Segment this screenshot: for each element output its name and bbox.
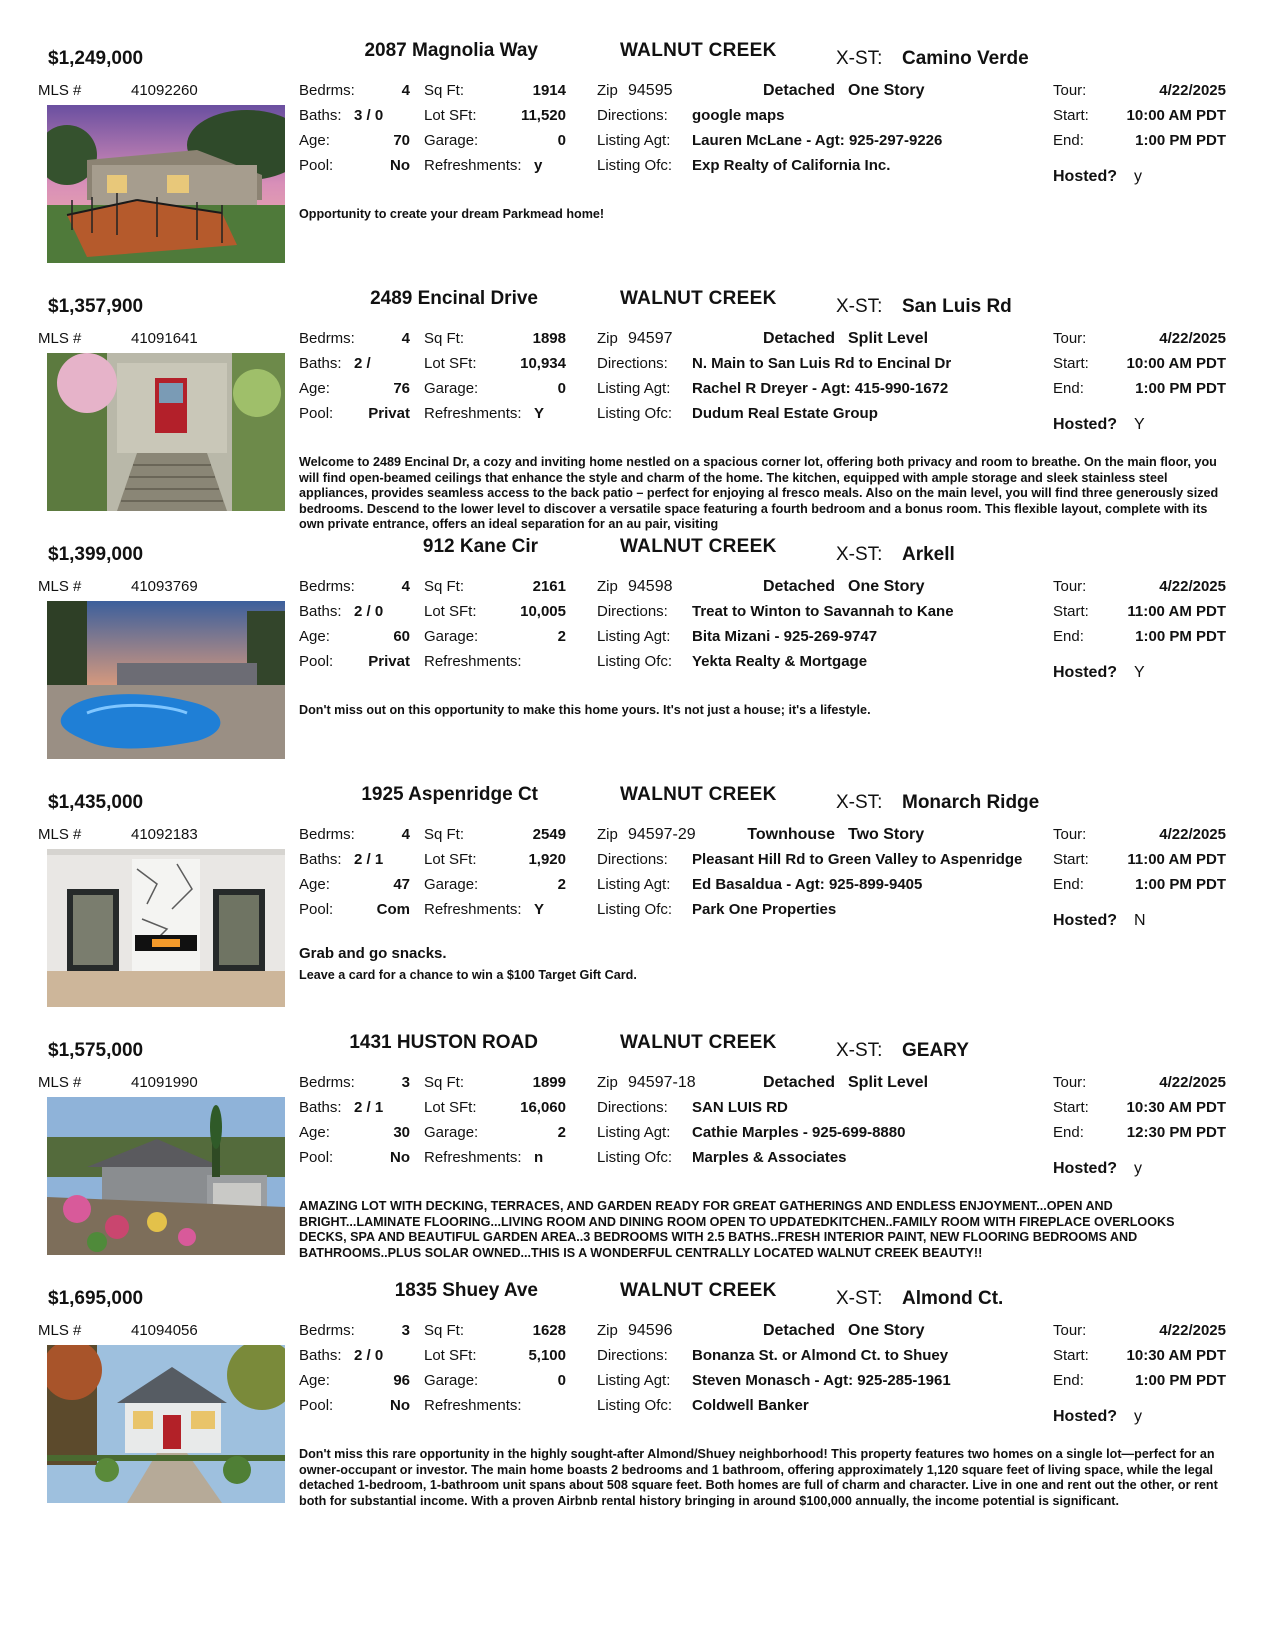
listing-price: $1,575,000 [48,1040,144,1061]
garage-label: Garage: [424,1124,479,1141]
remarks-text: Leave a card for a chance to win a $100 Target Gift Card. [299,968,637,982]
hosted-value: y [1134,1408,1142,1425]
lotsft-label: Lot SFt: [424,603,477,620]
directions-value: Treat to Winton to Savannah to Kane [692,603,954,620]
baths-label: Baths: [299,603,342,620]
refreshments-label: Refreshments: [424,901,522,918]
listing-office-label: Listing Ofc: [597,1149,673,1166]
end-label: End: [1053,628,1084,645]
pool-value: No [390,1149,410,1166]
mls-number[interactable]: 41092183 [131,826,198,843]
tour-label: Tour: [1053,330,1087,347]
garage-value: 2 [557,628,566,645]
end-label: End: [1053,876,1084,893]
mls-number[interactable]: 41093769 [131,578,198,595]
listing-photo[interactable] [47,601,285,759]
bedrms-label: Bedrms: [299,330,355,347]
listing-card [0,782,1275,1044]
listing-agent-label: Listing Agt: [597,628,671,645]
start-time: 10:00 AM PDT [1126,107,1226,124]
directions-label: Directions: [597,107,668,124]
listing-office: Yekta Realty & Mortgage [692,653,868,670]
lotsft-label: Lot SFt: [424,1099,477,1116]
refreshments-label: Refreshments: [424,157,522,174]
refreshments-label: Refreshments: [424,1149,522,1166]
listing-agent-label: Listing Agt: [597,1124,671,1141]
garage-label: Garage: [424,132,479,149]
baths-value: 2 / 0 [354,1347,384,1364]
sqft-value: 1899 [532,1074,566,1091]
property-style: Split Level [848,1074,929,1091]
listing-agent-label: Listing Agt: [597,380,671,397]
listing-office-label: Listing Ofc: [597,405,673,422]
listing-card [0,38,1275,300]
directions-label: Directions: [597,1099,668,1116]
cross-street: Almond Ct. [902,1288,1004,1309]
bedrms-value: 4 [401,330,410,347]
remarks-highlight: Grab and go snacks. [299,945,447,962]
directions-value: Bonanza St. or Almond Ct. to Shuey [692,1347,949,1364]
end-label: End: [1053,1372,1084,1389]
listing-remarks [299,703,1219,719]
listing-agent[interactable]: Bita Mizani - 925-269-9747 [692,628,878,645]
listing-price: $1,399,000 [48,544,144,565]
end-time: 1:00 PM PDT [1135,380,1226,397]
listing-office: Marples & Associates [692,1149,847,1166]
garage-label: Garage: [424,628,479,645]
listing-office: Coldwell Banker [692,1397,809,1414]
listing-photo[interactable] [47,849,285,1007]
age-label: Age: [299,628,330,645]
remarks-text: Don't miss out on this opportunity to make this home yours. It's not just a house; it's a lifestyle. [299,703,871,717]
baths-value: 2 / 0 [354,603,384,620]
property-style: One Story [848,578,925,595]
age-label: Age: [299,876,330,893]
pool-label: Pool: [299,901,334,918]
hosted-label: Hosted? [1053,912,1117,929]
refreshments-value: n [534,1149,544,1166]
mls-label: MLS # [38,578,82,595]
tour-date: 4/22/2025 [1159,330,1226,347]
bedrms-value: 3 [401,1074,410,1091]
zip-label: Zip [597,578,618,595]
hosted-value: N [1134,912,1146,929]
listing-price: $1,435,000 [48,792,144,813]
bedrms-label: Bedrms: [299,826,355,843]
listing-address[interactable]: 1431 HUSTON ROAD [349,1032,538,1053]
refreshments-value: y [534,157,543,174]
listing-agent-label: Listing Agt: [597,1372,671,1389]
property-style: One Story [848,1322,925,1339]
listing-city: WALNUT CREEK [620,40,777,61]
pool-value: Privat [368,653,410,670]
baths-value: 2 / 1 [354,1099,384,1116]
listing-office-label: Listing Ofc: [597,157,673,174]
baths-label: Baths: [299,107,342,124]
lotsft-value: 16,060 [520,1099,566,1116]
refreshments-label: Refreshments: [424,653,522,670]
property-type: Townhouse [747,826,835,843]
start-time: 11:00 AM PDT [1127,851,1226,868]
baths-label: Baths: [299,355,342,372]
lotsft-value: 11,520 [520,107,566,124]
tour-label: Tour: [1053,82,1087,99]
mls-number[interactable]: 41094056 [131,1322,198,1339]
tour-label: Tour: [1053,1322,1087,1339]
sqft-label: Sq Ft: [424,826,465,843]
listing-office: Park One Properties [692,901,837,918]
baths-label: Baths: [299,1099,342,1116]
lotsft-label: Lot SFt: [424,355,477,372]
start-label: Start: [1053,355,1089,372]
remarks-text: Opportunity to create your dream Parkmead home! [299,207,605,221]
listing-card [0,534,1275,796]
end-time: 1:00 PM PDT [1135,132,1226,149]
listing-remarks [299,455,1219,533]
hosted-label: Hosted? [1053,1160,1117,1177]
pool-label: Pool: [299,405,334,422]
zip-label: Zip [597,1322,618,1339]
mls-label: MLS # [38,330,82,347]
listing-remarks [299,1199,1219,1261]
pool-label: Pool: [299,653,334,670]
directions-value: Pleasant Hill Rd to Green Valley to Aspenridge [692,851,1023,868]
mls-number[interactable]: 41091641 [131,330,198,347]
tour-label: Tour: [1053,578,1087,595]
garage-value: 2 [557,876,566,893]
listing-address[interactable]: 2087 Magnolia Way [364,40,538,61]
cross-street-label: X-ST: [836,48,883,69]
sqft-value: 2549 [532,826,566,843]
listing-office-label: Listing Ofc: [597,653,673,670]
age-label: Age: [299,1372,330,1389]
property-type: Detached [762,330,835,347]
zip-label: Zip [597,826,618,843]
garage-value: 0 [557,1372,566,1389]
listing-remarks [299,944,1219,984]
tour-label: Tour: [1053,826,1087,843]
lotsft-value: 1,920 [528,851,566,868]
age-value: 70 [393,132,410,149]
cross-street-label: X-ST: [836,792,883,813]
cross-street: Camino Verde [902,48,1029,69]
mls-label: MLS # [38,1322,82,1339]
mls-label: MLS # [38,1074,82,1091]
mls-label: MLS # [38,826,82,843]
directions-value: google maps [692,107,785,124]
bedrms-value: 4 [401,826,410,843]
age-value: 60 [393,628,410,645]
listing-city: WALNUT CREEK [620,536,777,557]
listing-agent[interactable]: Rachel R Dreyer - Agt: 415-990-1672 [692,380,949,397]
garage-label: Garage: [424,1372,479,1389]
cross-street: San Luis Rd [902,296,1012,317]
age-value: 30 [393,1124,410,1141]
start-time: 10:00 AM PDT [1126,355,1226,372]
bedrms-value: 3 [401,1322,410,1339]
property-style: Two Story [848,826,925,843]
start-time: 10:30 AM PDT [1126,1347,1226,1364]
baths-label: Baths: [299,1347,342,1364]
listing-city: WALNUT CREEK [620,1280,777,1301]
listing-office: Dudum Real Estate Group [692,405,878,422]
lotsft-value: 5,100 [528,1347,566,1364]
listing-office: Exp Realty of California Inc. [692,157,891,174]
remarks-text: Don't miss this rare opportunity in the highly sought-after Almond/Shuey neighborhood! This property features two homes on a single lot—perfect for an owner-occupant or investor. The main home boasts 2 bedrooms and 1 bathroom, offering approximately 1,120 square feet of living space, while the legal detached 1-bedroom, 1-bathroom unit spans about 508 square feet. Both homes are full of charm and character. Live in one and rent out the other, or rent both for substantial income. With a proven Airbnb rental history bringing in around $100,000 annually, the income potential is significant. [299,1447,1218,1508]
listing-remarks [299,1447,1219,1509]
start-time: 10:30 AM PDT [1126,1099,1226,1116]
cross-street: Arkell [902,544,955,565]
hosted-value: y [1134,1160,1142,1177]
age-label: Age: [299,380,330,397]
sqft-label: Sq Ft: [424,330,465,347]
sqft-value: 1628 [532,1322,566,1339]
listing-address[interactable]: 1925 Aspenridge Ct [361,784,538,805]
bedrms-label: Bedrms: [299,1322,355,1339]
zip-label: Zip [597,82,618,99]
sqft-value: 2161 [532,578,566,595]
bedrms-label: Bedrms: [299,578,355,595]
baths-label: Baths: [299,851,342,868]
cross-street-label: X-ST: [836,544,883,565]
pool-label: Pool: [299,1149,334,1166]
age-value: 76 [393,380,410,397]
end-label: End: [1053,380,1084,397]
listing-address[interactable]: 1835 Shuey Ave [394,1280,538,1301]
listing-card [0,1030,1275,1292]
sqft-label: Sq Ft: [424,82,465,99]
cross-street: Monarch Ridge [902,792,1040,813]
directions-value: SAN LUIS RD [692,1099,788,1116]
start-label: Start: [1053,107,1089,124]
refreshments-value: Y [534,405,545,422]
listing-city: WALNUT CREEK [620,784,777,805]
listing-agent-label: Listing Agt: [597,132,671,149]
hosted-value: y [1134,168,1142,185]
end-time: 1:00 PM PDT [1135,628,1226,645]
zip-value: 94597-18 [628,1074,696,1091]
cross-street-label: X-ST: [836,296,883,317]
age-value: 47 [393,876,410,893]
listing-agent[interactable]: Steven Monasch - Agt: 925-285-1961 [692,1372,951,1389]
directions-label: Directions: [597,1347,668,1364]
listing-card [0,286,1275,548]
start-time: 11:00 AM PDT [1127,603,1226,620]
listing-photo[interactable] [47,1345,285,1503]
property-type: Detached [762,578,835,595]
garage-value: 0 [557,380,566,397]
listing-agent[interactable]: Ed Basaldua - Agt: 925-899-9405 [692,876,923,893]
baths-value: 2 / [354,355,371,372]
bedrms-value: 4 [401,82,410,99]
directions-label: Directions: [597,851,668,868]
age-label: Age: [299,1124,330,1141]
tour-date: 4/22/2025 [1159,1074,1226,1091]
zip-value: 94597-29 [628,826,696,843]
hosted-label: Hosted? [1053,664,1117,681]
listing-photo[interactable] [47,105,285,263]
baths-value: 2 / 1 [354,851,384,868]
listing-agent[interactable]: Lauren McLane - Agt: 925-297-9226 [692,132,943,149]
listing-address[interactable]: 2489 Encinal Drive [370,288,538,309]
property-type: Detached [762,82,835,99]
listing-city: WALNUT CREEK [620,288,777,309]
sqft-value: 1914 [532,82,566,99]
listing-address[interactable]: 912 Kane Cir [422,536,538,557]
listing-agent[interactable]: Cathie Marples - 925-699-8880 [692,1124,906,1141]
cross-street-label: X-ST: [836,1040,883,1061]
end-time: 1:00 PM PDT [1135,876,1226,893]
pool-value: Privat [368,405,410,422]
tour-label: Tour: [1053,1074,1087,1091]
property-style: Split Level [848,330,929,347]
zip-label: Zip [597,1074,618,1091]
age-value: 96 [393,1372,410,1389]
zip-value: 94596 [628,1322,673,1339]
listing-agent-label: Listing Agt: [597,876,671,893]
hosted-value: Y [1134,416,1145,433]
remarks-text: AMAZING LOT WITH DECKING, TERRACES, AND GARDEN READY FOR GREAT GATHERINGS AND ENDLESS ENJOYMENT...OPEN AND BRIGHT...LAMINATE FLOORING...LIVING ROOM AND DINING ROOM OPEN TO UPDATEDKITCHEN..FAMILY ROOM WITH FIREPLACE OVERLOOKS DECKS, SPA AND BEAUTIFUL GARDEN AREA..3 BEDROOMS WITH 2.5 BATHS..FRESH INTERIOR PAINT, NEW FLOORING BEDROOMS AND BATHROOMS..PLUS SOLAR OWNED...THIS IS A WONDERFUL CENTRALLY LOCATED WALNUT CREEK BEAUTY!! [299,1199,1175,1260]
zip-value: 94598 [628,578,673,595]
tour-date: 4/22/2025 [1159,826,1226,843]
tour-date: 4/22/2025 [1159,82,1226,99]
listing-price: $1,695,000 [48,1288,144,1309]
listing-photo[interactable] [47,353,285,511]
hosted-value: Y [1134,664,1145,681]
listing-photo[interactable] [47,1097,285,1255]
lotsft-label: Lot SFt: [424,107,477,124]
sqft-label: Sq Ft: [424,578,465,595]
zip-label: Zip [597,330,618,347]
sqft-label: Sq Ft: [424,1074,465,1091]
listing-card [0,1278,1275,1540]
pool-label: Pool: [299,1397,334,1414]
zip-value: 94597 [628,330,673,347]
listing-city: WALNUT CREEK [620,1032,777,1053]
pool-label: Pool: [299,157,334,174]
start-label: Start: [1053,1099,1089,1116]
mls-label: MLS # [38,82,82,99]
hosted-label: Hosted? [1053,168,1117,185]
lotsft-value: 10,005 [520,603,566,620]
lotsft-label: Lot SFt: [424,1347,477,1364]
directions-value: N. Main to San Luis Rd to Encinal Dr [692,355,952,372]
start-label: Start: [1053,851,1089,868]
listing-office-label: Listing Ofc: [597,1397,673,1414]
sqft-value: 1898 [532,330,566,347]
tour-date: 4/22/2025 [1159,578,1226,595]
garage-label: Garage: [424,876,479,893]
pool-value: No [390,1397,410,1414]
listing-price: $1,249,000 [48,48,144,69]
start-label: Start: [1053,1347,1089,1364]
lotsft-label: Lot SFt: [424,851,477,868]
tour-date: 4/22/2025 [1159,1322,1226,1339]
age-label: Age: [299,132,330,149]
end-label: End: [1053,132,1084,149]
refreshments-label: Refreshments: [424,405,522,422]
sqft-label: Sq Ft: [424,1322,465,1339]
cross-street: GEARY [902,1040,969,1061]
directions-label: Directions: [597,355,668,372]
mls-number[interactable]: 41091990 [131,1074,198,1091]
start-label: Start: [1053,603,1089,620]
lotsft-value: 10,934 [520,355,566,372]
pool-value: No [390,157,410,174]
bedrms-value: 4 [401,578,410,595]
refreshments-value: Y [534,901,545,918]
cross-street-label: X-ST: [836,1288,883,1309]
remarks-text: Welcome to 2489 Encinal Dr, a cozy and inviting home nestled on a spacious corner lot, offering both privacy and room to breathe. On the main floor, you will find open-beamed ceilings that enhance the style and charm of the home. The kitchen, equipped with ample storage and sleek stainless steel appliances, provides seamless access to the back patio – perfect for enjoying al fresco meals. Also on the main level, you will find three generously sized bedrooms. Descend to the lower level to discover a versatile space featuring a fourth bedroom and a bonus room. This flexible layout, complete with its own private entrance, offers an ideal separation for an au pair, visiting [299,455,1219,531]
property-type: Detached [762,1074,835,1091]
mls-number[interactable]: 41092260 [131,82,198,99]
property-type: Detached [762,1322,835,1339]
end-label: End: [1053,1124,1084,1141]
listing-price: $1,357,900 [48,296,144,317]
bedrms-label: Bedrms: [299,82,355,99]
refreshments-label: Refreshments: [424,1397,522,1414]
zip-value: 94595 [628,82,673,99]
property-style: One Story [848,82,925,99]
hosted-label: Hosted? [1053,416,1117,433]
garage-label: Garage: [424,380,479,397]
hosted-label: Hosted? [1053,1408,1117,1425]
bedrms-label: Bedrms: [299,1074,355,1091]
end-time: 12:30 PM PDT [1126,1124,1226,1141]
listing-office-label: Listing Ofc: [597,901,673,918]
pool-value: Com [376,901,410,918]
garage-value: 2 [557,1124,566,1141]
directions-label: Directions: [597,603,668,620]
garage-value: 0 [557,132,566,149]
end-time: 1:00 PM PDT [1135,1372,1226,1389]
listing-remarks [299,207,1219,223]
baths-value: 3 / 0 [354,107,384,124]
